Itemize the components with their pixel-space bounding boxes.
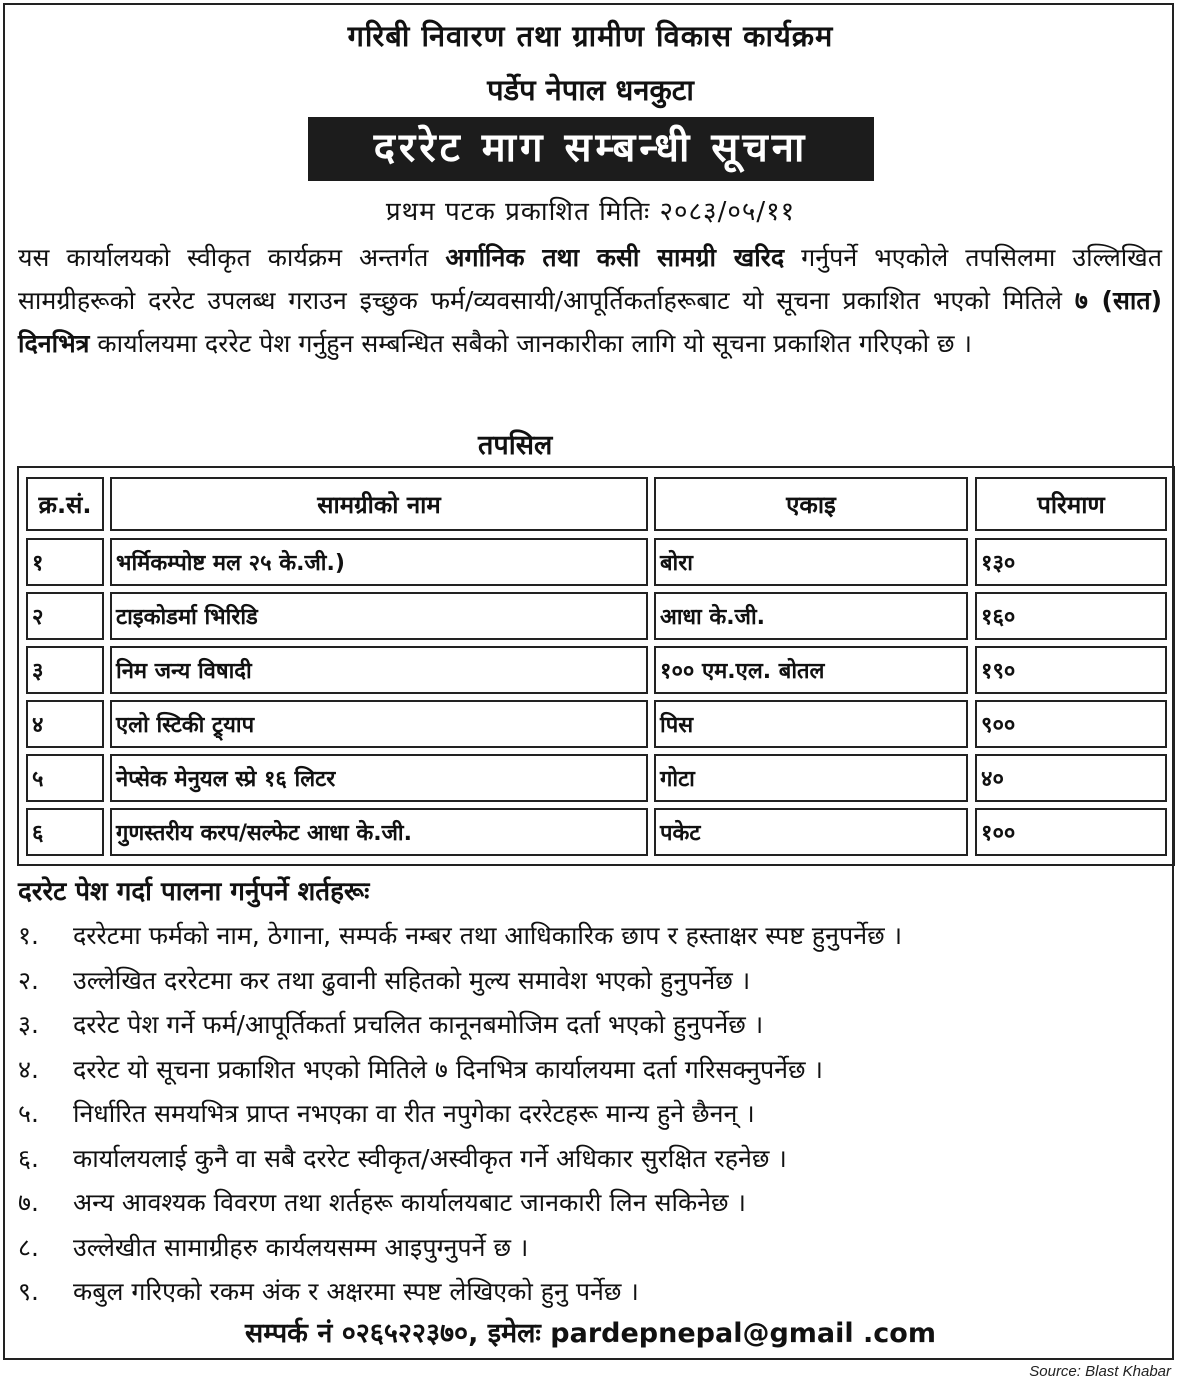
table-cell: १०० एम.एल. बोतल [654, 646, 968, 694]
intro-paragraph [18, 236, 1162, 365]
condition-number: ५. [18, 1099, 39, 1128]
table-cell: ४ [26, 700, 104, 748]
table-cell: २ [26, 592, 104, 640]
condition-number: १. [18, 921, 39, 950]
table-cell: पकेट [654, 808, 968, 856]
condition-number: ८. [18, 1232, 39, 1262]
contact-line: सम्पर्क नं ०२६५२२३७०, इमेलः pardepnepal@gmail .com [244, 1318, 936, 1349]
table-header-cell: परिमाण [975, 477, 1167, 531]
publish-date: प्रथम पटक प्रकाशित मितिः २०८३/०५/११ [385, 197, 796, 227]
table-cell: बोरा [654, 538, 968, 586]
table-cell: ४० [975, 754, 1167, 802]
condition-number: ४. [18, 1054, 39, 1084]
condition-number: ३. [18, 1010, 39, 1039]
table-title: तपसिल [478, 430, 553, 461]
condition-item [18, 1007, 1168, 1041]
program-heading: गरिबी निवारण तथा ग्रामीण विकास कार्यक्रम [347, 19, 834, 53]
condition-item [18, 1230, 1168, 1264]
table-header-cell: सामग्रीको नाम [110, 477, 648, 531]
table-cell: पिस [654, 700, 968, 748]
table-cell: १९० [975, 646, 1167, 694]
condition-text: दररेट पेश गर्ने फर्म/आपूर्तिकर्ता प्रचलित कानूनबमोजिम दर्ता भएको हुनुपर्नेछ । [73, 1010, 764, 1039]
condition-text: अन्य आवश्यक विवरण तथा शर्तहरू कार्यालयबाट जानकारी लिन सकिनेछ । [73, 1188, 746, 1217]
table-cell: ५ [26, 754, 104, 802]
condition-text: कार्यालयलाई कुनै वा सबै दररेट स्वीकृत/अस्वीकृत गर्ने अधिकार सुरक्षित रहनेछ । [73, 1143, 787, 1173]
condition-item [18, 1052, 1168, 1086]
table-cell: निम जन्य विषादी [110, 646, 648, 694]
table-header-cell: एकाइ [654, 477, 968, 531]
condition-item [18, 1185, 1168, 1219]
table-cell: एलो स्टिकी ट्र्याप [110, 700, 648, 748]
condition-number: ७. [18, 1188, 39, 1217]
intro-bold-2: ७ (सात) दिनभित्र [18, 286, 1162, 358]
conditions-heading: दररेट पेश गर्दा पालना गर्नुपर्ने शर्तहरूः [18, 877, 370, 907]
table-cell: गुणस्तरीय करप/सल्फेट आधा के.जी. [110, 808, 648, 856]
table-header-cell: क्र.सं. [26, 477, 104, 531]
condition-item [18, 1274, 1168, 1308]
table-cell: नेप्सेक मेनुयल स्प्रे १६ लिटर [110, 754, 648, 802]
table-cell: टाइकोडर्मा भिरिडि [110, 592, 648, 640]
intro-text-3: कार्यालयमा दररेट पेश गर्नुहुन सम्बन्धित सबैको जानकारीका लागि यो सूचना प्रकाशित गरिएको छ । [89, 329, 972, 358]
table-cell: ३ [26, 646, 104, 694]
table-cell: गोटा [654, 754, 968, 802]
table-cell: ९०० [975, 700, 1167, 748]
table-cell: १३० [975, 538, 1167, 586]
condition-text: निर्धारित समयभित्र प्राप्त नभएका वा रीत नपुगेका दररेटहरू मान्य हुने छैनन् । [73, 1099, 755, 1128]
condition-text: कबुल गरिएको रकम अंक र अक्षरमा स्पष्ट लेखिएको हुनु पर्नेछ । [73, 1277, 639, 1306]
condition-number: ९. [18, 1277, 39, 1306]
intro-bold-1: अर्गानिक तथा कसी सामग्री खरिद [445, 243, 785, 272]
table-cell: भर्मिकम्पोष्ट मल २५ के.जी.) [110, 538, 648, 586]
condition-item [18, 963, 1168, 997]
condition-text: दररेट यो सूचना प्रकाशित भएको मितिले ७ दिनभित्र कार्यालयमा दर्ता गरिसक्नुपर्नेछ । [73, 1054, 823, 1084]
condition-item [18, 918, 1168, 952]
table-cell: ६ [26, 808, 104, 856]
condition-item [18, 1096, 1168, 1130]
condition-number: २. [18, 965, 39, 995]
condition-number: ६. [18, 1143, 39, 1173]
condition-text: दररेटमा फर्मको नाम, ठेगाना, सम्पर्क नम्बर तथा आधिकारिक छाप र हस्ताक्षर स्पष्ट हुनुपर्नेछ । [73, 921, 903, 950]
table-cell: १६० [975, 592, 1167, 640]
source-credit: Source: Blast Khabar [1029, 1363, 1171, 1380]
condition-item [18, 1141, 1168, 1175]
organization-heading: पर्डेप नेपाल धनकुटा [487, 73, 694, 107]
condition-text: उल्लेखीत सामाग्रीहरु कार्यलयसम्म आइपुग्नुपर्ने छ । [73, 1232, 529, 1262]
intro-text-2: गर्नुपर्ने भएकोले तपसिलमा उल्लिखित सामग्रीहरूको दररेट उपलब्ध गराउन इच्छुक फर्म/व्यवसायी/आपूर्तिकर्ताहरूबाट यो सूचना प्रकाशित भएको मितिले [18, 243, 1162, 315]
intro-text-1: यस कार्यालयको स्वीकृत कार्यक्रम अन्तर्गत [18, 243, 446, 272]
table-cell: १०० [975, 808, 1167, 856]
condition-text: उल्लेखित दररेटमा कर तथा ढुवानी सहितको मुल्य समावेश भएको हुनुपर्नेछ । [73, 965, 751, 995]
table-cell: आधा के.जी. [654, 592, 968, 640]
table-cell: १ [26, 538, 104, 586]
notice-title-banner: दररेट माग सम्बन्धी सूचना [308, 117, 874, 181]
